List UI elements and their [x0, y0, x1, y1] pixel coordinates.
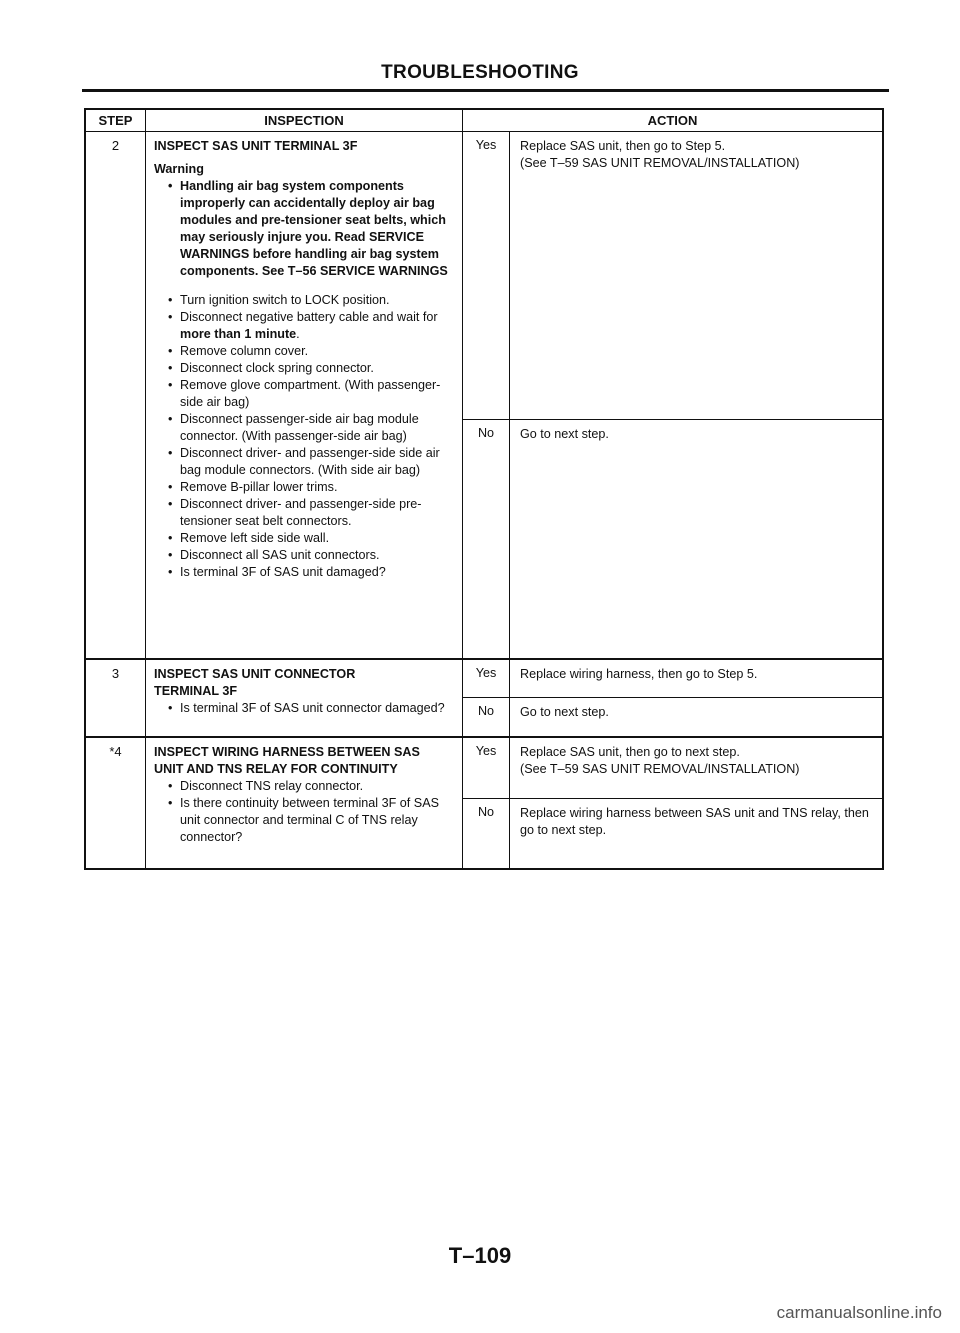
action-text: Replace wiring harness, then go to Step 5. [520, 667, 758, 681]
step-number: 2 [86, 132, 146, 658]
inspection-cell [146, 132, 463, 658]
header-action: ACTION [647, 113, 698, 128]
warning-bullet: • Handling air bag system components improperly can accidentally deploy air bag modules and pre-tensioner seat belts, which may seriously injure you. Read SERVICE WARNINGS before handling air bag system components. See T–56 SERVICE WARNINGS [154, 178, 456, 280]
inspection-heading: INSPECT SAS UNIT CONNECTOR TERMINAL 3F [154, 667, 356, 698]
action-text: Go to next step. [520, 705, 609, 719]
list-item: • Disconnect passenger-side air bag module connector. (With passenger-side air bag) [154, 411, 456, 445]
list-item: • Turn ignition switch to LOCK position. [154, 292, 456, 309]
inspection-cell [146, 660, 463, 736]
answer-label: Yes [463, 660, 510, 697]
title-rule [82, 89, 889, 92]
step-number: 3 [86, 660, 146, 736]
list-item: • Remove column cover. [154, 343, 456, 360]
action-line: Replace SAS unit, then go to next step. [520, 745, 740, 759]
action-row-no [463, 698, 882, 736]
list-item: • Disconnect driver- and passenger-side pre-tensioner seat belt connectors. [154, 496, 456, 530]
header-inspection: INSPECTION [146, 110, 463, 131]
action-row-no [463, 799, 882, 868]
action-text [510, 738, 882, 798]
warning-label: Warning [154, 162, 204, 176]
page-title: TROUBLESHOOTING [381, 62, 579, 83]
table-row [86, 132, 882, 660]
answer-label: No [463, 420, 510, 658]
watermark: carmanualsonline.info [776, 1303, 942, 1322]
action-line: Replace SAS unit, then go to Step 5. [520, 139, 726, 153]
header-step: STEP [86, 110, 146, 131]
action-cell [463, 660, 882, 736]
list-item: • Remove B-pillar lower trims. [154, 479, 456, 496]
action-text: Replace wiring harness between SAS unit and TNS relay, then go to next step. [520, 806, 869, 837]
list-item: • Is terminal 3F of SAS unit connector damaged? [154, 700, 456, 717]
list-item: • Disconnect negative battery cable and wait for more than 1 minute. [154, 309, 456, 343]
action-cell [463, 738, 882, 868]
inspection-heading: INSPECT WIRING HARNESS BETWEEN SAS UNIT AND TNS RELAY FOR CONTINUITY [154, 745, 420, 776]
answer-label: Yes [463, 132, 510, 419]
page-number: T–109 [448, 1243, 512, 1268]
table-header-row [86, 110, 882, 132]
action-row-yes [463, 132, 882, 420]
troubleshooting-table [84, 108, 884, 870]
action-row-no [463, 420, 882, 658]
answer-label: Yes [463, 738, 510, 798]
table-row [86, 660, 882, 738]
answer-label: No [463, 799, 510, 868]
list-item: • Disconnect TNS relay connector. [154, 778, 456, 795]
list-item: • Is there continuity between terminal 3F of SAS unit connector and terminal C of TNS relay connector? [154, 795, 456, 846]
inspection-heading: INSPECT SAS UNIT TERMINAL 3F [154, 139, 358, 153]
action-row-yes [463, 660, 882, 698]
inspection-cell [146, 738, 463, 868]
step-number: *4 [86, 738, 146, 868]
list-item: • Disconnect all SAS unit connectors. [154, 547, 456, 564]
action-cell [463, 132, 882, 658]
action-row-yes [463, 738, 882, 799]
warning-block [154, 161, 456, 280]
list-item: • Remove glove compartment. (With passenger-side air bag) [154, 377, 456, 411]
table-row [86, 738, 882, 868]
list-item: • Remove left side side wall. [154, 530, 456, 547]
list-item: • Disconnect driver- and passenger-side side air bag module connectors. (With side air bag) [154, 445, 456, 479]
action-text [510, 132, 882, 419]
list-item: • Disconnect clock spring connector. [154, 360, 456, 377]
action-line: (See T–59 SAS UNIT REMOVAL/INSTALLATION) [520, 156, 800, 170]
list-item: • Is terminal 3F of SAS unit damaged? [154, 564, 456, 581]
answer-label: No [463, 698, 510, 736]
action-text: Go to next step. [520, 427, 609, 441]
action-line: (See T–59 SAS UNIT REMOVAL/INSTALLATION) [520, 762, 800, 776]
